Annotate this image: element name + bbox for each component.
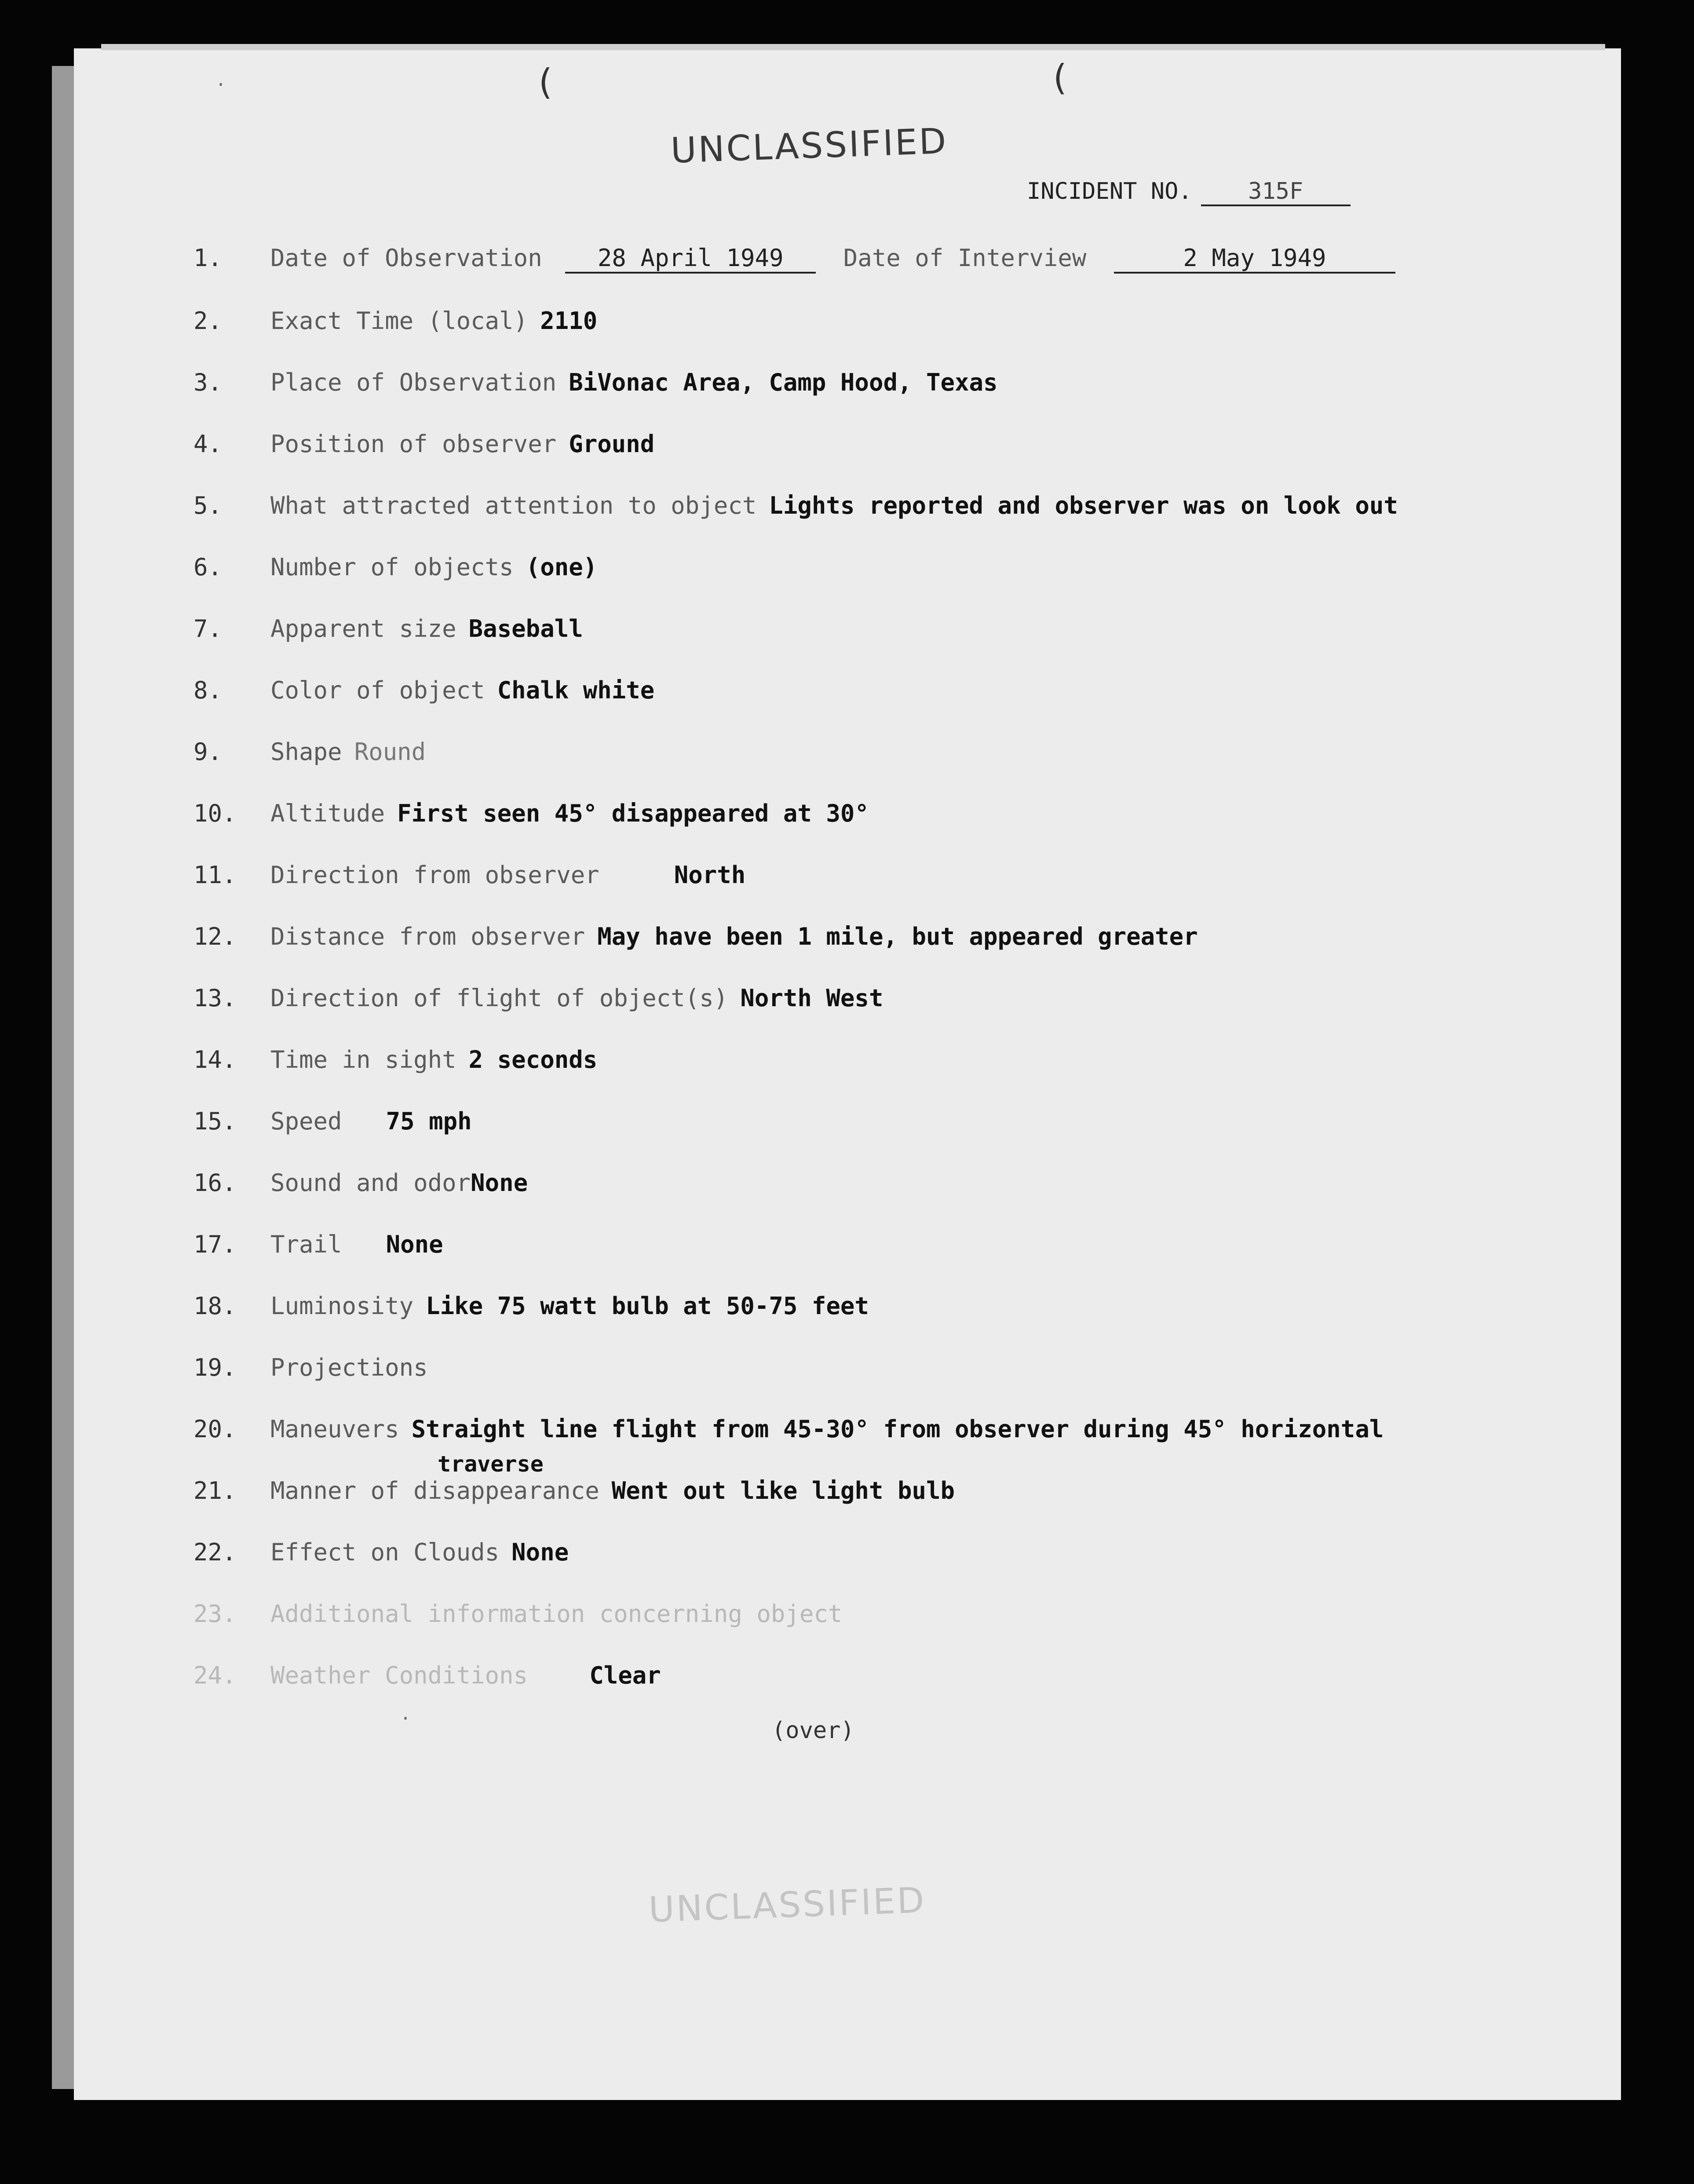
item-row-18: [193, 1292, 869, 1320]
item-label: Distance from observer: [270, 923, 585, 950]
item-label: Time in sight: [270, 1046, 456, 1074]
item-row-10: [193, 800, 869, 827]
item-label: Date of Observation: [270, 244, 542, 272]
item-answer: None: [471, 1169, 528, 1197]
item-number: 16.: [193, 1169, 237, 1197]
incident-label: INCIDENT NO.: [1027, 178, 1192, 205]
item-label: Altitude: [270, 800, 385, 827]
item-answer: Went out like light bulb: [611, 1477, 955, 1505]
item-answer: None: [511, 1538, 569, 1566]
item-label: Exact Time (local): [270, 307, 528, 335]
item-row-4: [193, 430, 654, 458]
item-answer: Straight line flight from 45-30° from observer during 45° horizontal: [411, 1415, 1384, 1443]
item-label: Manner of disappearance: [270, 1477, 599, 1505]
item-number: 5.: [193, 492, 223, 519]
item-answer: North: [674, 861, 746, 889]
item-answer: Baseball: [468, 615, 583, 643]
item-row-23: [193, 1600, 854, 1628]
item-row-12: [193, 923, 1198, 950]
item-row-20: [193, 1415, 1384, 1443]
item-number: 8.: [193, 676, 223, 704]
item-answer: May have been 1 mile, but appeared greater: [597, 923, 1198, 950]
item-row-9: [193, 738, 426, 766]
item-answer: Lights reported and observer was on look out: [769, 492, 1398, 519]
item-answer: 2110: [540, 307, 598, 335]
punch-mark: (: [534, 62, 556, 102]
speck-mark: ·: [215, 75, 226, 95]
item-row-16: [193, 1169, 528, 1197]
item-label: Trail: [270, 1231, 342, 1258]
item-label: Place of Observation: [270, 369, 557, 396]
item-answer: Ground: [569, 430, 655, 458]
item-label: Number of objects: [270, 553, 514, 581]
interview-date: 2 May 1949: [1114, 244, 1395, 274]
item-number: 7.: [193, 615, 223, 643]
item-number: 21.: [193, 1477, 237, 1505]
item-number: 14.: [193, 1046, 237, 1074]
page-top-edge: [101, 44, 1605, 50]
item-answer: Round: [354, 738, 426, 766]
item-row-17: [193, 1231, 443, 1258]
item-row-2: [193, 307, 597, 335]
item-answer: BiVonac Area, Camp Hood, Texas: [569, 369, 998, 396]
item-label: Shape: [270, 738, 342, 766]
item-row-11: [193, 861, 745, 889]
item-row-13: [193, 984, 883, 1012]
item-number: 4.: [193, 430, 223, 458]
item-answer: 2 seconds: [468, 1046, 598, 1074]
item-label: Maneuvers: [270, 1415, 399, 1443]
item-answer: North West: [740, 984, 884, 1012]
item-label: Weather Conditions: [270, 1662, 528, 1689]
item-label: Speed: [270, 1107, 342, 1135]
item-number: 18.: [193, 1292, 237, 1320]
item-row-14: [193, 1046, 597, 1074]
classification-stamp-bottom: UNCLASSIFIED: [648, 1880, 927, 1930]
item-answer: Like 75 watt bulb at 50-75 feet: [426, 1292, 869, 1320]
item-row-15: [193, 1107, 472, 1135]
item-row-22: [193, 1538, 569, 1566]
interview-date-label: Date of Interview: [843, 244, 1087, 272]
item-label: Additional information concerning object: [270, 1600, 843, 1628]
item-number: 12.: [193, 923, 237, 950]
item-number: 15.: [193, 1107, 237, 1135]
item-row-3: [193, 369, 998, 396]
item-number: 13.: [193, 984, 237, 1012]
item-number: 2.: [193, 307, 223, 335]
document-page: [74, 48, 1621, 2100]
item-row-5: [193, 492, 1398, 519]
item-number: 19.: [193, 1354, 237, 1381]
item-answer: None: [386, 1231, 443, 1258]
maneuvers-continuation: traverse: [438, 1451, 544, 1477]
item-label: Direction of flight of object(s): [270, 984, 728, 1012]
item-label: What attracted attention to object: [270, 492, 757, 519]
item-row-19: [193, 1354, 440, 1381]
item-answer: 75 mph: [386, 1107, 472, 1135]
item-answer: Clear: [589, 1662, 661, 1689]
item-row-7: [193, 615, 583, 643]
item-answer: First seen 45° disappeared at 30°: [397, 800, 869, 827]
item-label: Sound and odor: [270, 1169, 471, 1197]
item-number: 11.: [193, 861, 237, 889]
item-label: Luminosity: [270, 1292, 414, 1320]
over-note: (over): [772, 1717, 854, 1744]
item-number: 3.: [193, 369, 223, 396]
item-row-21: [193, 1477, 955, 1505]
classification-stamp-top: UNCLASSIFIED: [670, 121, 949, 171]
item-number: 20.: [193, 1415, 237, 1443]
item-label: Color of object: [270, 676, 485, 704]
item-number: 9.: [193, 738, 223, 766]
incident-number-line: [1027, 178, 1351, 206]
item-label: Projections: [270, 1354, 428, 1381]
item-number: 6.: [193, 553, 223, 581]
item-answer: Chalk white: [497, 676, 655, 704]
item-label: Direction from observer: [270, 861, 599, 889]
item-number: 17.: [193, 1231, 237, 1258]
item-number: 24.: [193, 1662, 237, 1689]
item-number: 22.: [193, 1538, 237, 1566]
item-number: 10.: [193, 800, 237, 827]
item-number: 23.: [193, 1600, 237, 1628]
item-answer: (one): [526, 553, 598, 581]
incident-number: 315F: [1201, 178, 1351, 206]
punch-mark: (: [1049, 57, 1070, 98]
item-label: Position of observer: [270, 430, 557, 458]
speck-mark: ·: [400, 1709, 411, 1729]
item-label: Effect on Clouds: [270, 1538, 500, 1566]
observation-date: 28 April 1949: [565, 244, 816, 274]
item-row-1: [193, 244, 1395, 274]
item-row-24: [193, 1662, 661, 1689]
item-row-8: [193, 676, 654, 704]
item-number: 1.: [193, 244, 223, 272]
item-row-6: [193, 553, 597, 581]
item-label: Apparent size: [270, 615, 456, 643]
